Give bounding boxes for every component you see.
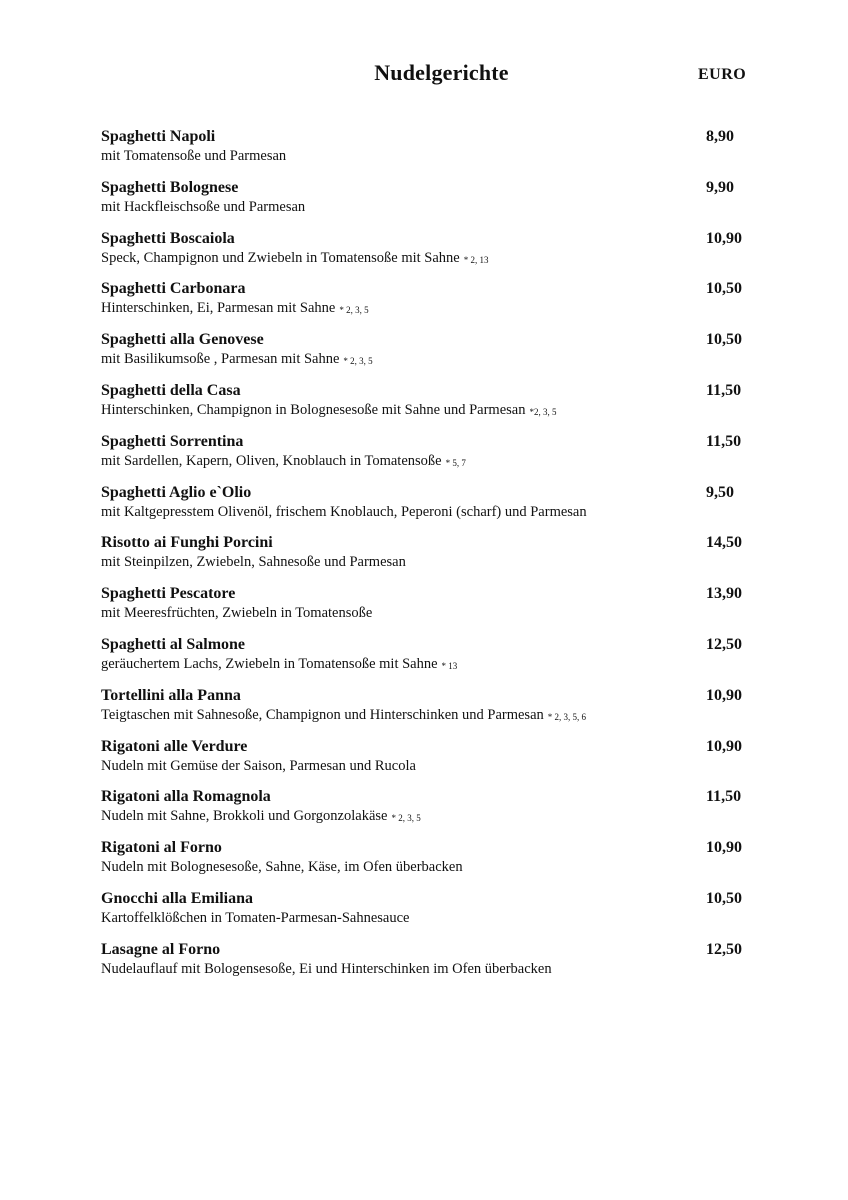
dish-price: 13,90 <box>706 585 742 603</box>
dish-price: 12,50 <box>706 940 742 958</box>
dish-description <box>101 452 466 472</box>
dish-name: Gnocchi alla Emiliana <box>101 889 254 907</box>
dish-description-text: Nudeln mit Bolognesesoße, Sahne, Käse, im Ofen überbacken <box>101 859 463 876</box>
menu-list <box>101 127 751 991</box>
dish-description <box>101 401 556 421</box>
dish-price: 10,50 <box>706 280 742 298</box>
page-title: Nudelgerichte <box>374 60 509 85</box>
dish-price: 11,50 <box>706 381 742 399</box>
dish-name: Spaghetti Carbonara <box>101 280 246 298</box>
dish-description-text: Hinterschinken, Ei, Parmesan mit Sahne <box>101 300 336 317</box>
dish-description <box>101 299 369 319</box>
menu-item <box>101 940 751 991</box>
menu-item <box>101 686 751 737</box>
dish-description-text: Hinterschinken, Champignon in Bolognesesoße mit Sahne und Parmesan <box>101 401 526 418</box>
dish-name: Spaghetti Bolognese <box>101 178 239 196</box>
menu-item <box>101 178 751 229</box>
dish-description-text: geräuchertem Lachs, Zwiebeln in Tomatensoße mit Sahne <box>101 655 438 672</box>
dish-description-text: Nudeln mit Gemüse der Saison, Parmesan und Rucola <box>101 757 416 774</box>
dish-name: Rigatoni al Forno <box>101 839 222 857</box>
dish-price: 9,90 <box>706 178 734 196</box>
dish-description <box>101 503 587 521</box>
dish-description-text: mit Sardellen, Kapern, Oliven, Knoblauch in Tomatensoße <box>101 452 442 469</box>
allergen-note: *2, 3, 5 <box>529 406 557 417</box>
dish-description-text: mit Kaltgepresstem Olivenöl, frischem Knoblauch, Peperoni (scharf) und Parmesan <box>101 503 587 520</box>
dish-name: Spaghetti Napoli <box>101 128 216 145</box>
dish-name: Spaghetti Pescatore <box>101 585 236 603</box>
dish-name: Spaghetti alla Genovese <box>101 331 264 349</box>
menu-item <box>101 737 751 788</box>
dish-name: Spaghetti della Casa <box>101 381 241 399</box>
dish-description <box>101 706 586 726</box>
dish-description-text: mit Tomatensoße und Parmesan <box>101 148 287 164</box>
dish-name: Spaghetti al Salmone <box>101 635 246 653</box>
menu-item <box>101 127 751 178</box>
allergen-note: * 2, 13 <box>463 254 489 265</box>
menu-item <box>101 330 751 381</box>
menu-item <box>101 432 751 483</box>
dish-description-text: Speck, Champignon und Zwiebeln in Tomatensoße mit Sahne <box>101 249 460 266</box>
dish-price: 8,90 <box>706 128 734 145</box>
dish-description <box>101 909 409 927</box>
dish-name: Rigatoni alle Verdure <box>101 737 248 755</box>
allergen-note: * 5, 7 <box>445 457 466 468</box>
menu-item <box>101 229 751 280</box>
allergen-note: * 2, 3, 5 <box>391 813 421 824</box>
dish-description <box>101 858 463 876</box>
dish-description <box>101 350 373 370</box>
dish-name: Risotto ai Funghi Porcini <box>101 534 273 552</box>
dish-description <box>101 249 489 269</box>
dish-description-text: Kartoffelklößchen in Tomaten-Parmesan-Sahnesauce <box>101 909 410 926</box>
dish-description <box>101 604 372 622</box>
menu-item <box>101 889 751 940</box>
dish-description <box>101 655 457 675</box>
dish-name: Spaghetti Sorrentina <box>101 432 244 450</box>
currency-label: EURO <box>698 66 747 83</box>
dish-price: 14,50 <box>706 534 742 552</box>
dish-price: 10,90 <box>706 686 742 704</box>
allergen-note: * 2, 3, 5, 6 <box>547 711 587 722</box>
allergen-note: * 13 <box>441 660 458 671</box>
allergen-note: * 2, 3, 5 <box>343 356 373 367</box>
menu-item <box>101 584 751 635</box>
menu-item <box>101 381 751 432</box>
dish-description-text: mit Hackfleischsoße und Parmesan <box>101 198 306 215</box>
dish-price: 12,50 <box>706 635 742 653</box>
dish-name: Spaghetti Boscaiola <box>101 229 235 247</box>
menu-item <box>101 838 751 889</box>
dish-price: 10,90 <box>706 229 742 247</box>
dish-name: Lasagne al Forno <box>101 940 221 958</box>
menu-item <box>101 787 751 838</box>
menu-item <box>101 635 751 686</box>
dish-description <box>101 807 421 827</box>
dish-description <box>101 198 305 216</box>
dish-price: 10,50 <box>706 331 742 349</box>
dish-price: 11,50 <box>706 432 742 450</box>
menu-item <box>101 279 751 330</box>
dish-price: 11,50 <box>706 788 742 806</box>
dish-name: Spaghetti Aglio e`Olio <box>101 483 252 501</box>
dish-price: 10,50 <box>706 889 742 907</box>
dish-name: Rigatoni alla Romagnola <box>101 788 271 806</box>
dish-description-text: mit Steinpilzen, Zwiebeln, Sahnesoße und Parmesan <box>101 554 406 571</box>
dish-description <box>101 960 552 978</box>
dish-price: 10,90 <box>706 737 742 755</box>
dish-description <box>101 757 416 775</box>
menu-item <box>101 533 751 584</box>
dish-price: 9,50 <box>706 483 734 501</box>
dish-description <box>101 553 406 571</box>
allergen-note: * 2, 3, 5 <box>339 305 369 316</box>
dish-description-text: Teigtaschen mit Sahnesoße, Champignon und Hinterschinken und Parmesan <box>101 706 544 723</box>
dish-description-text: Nudelauflauf mit Bologensesoße, Ei und Hinterschinken im Ofen überbacken <box>101 960 552 977</box>
dish-price: 10,90 <box>706 839 742 857</box>
dish-name: Tortellini alla Panna <box>101 686 241 704</box>
dish-description-text: mit Meeresfrüchten, Zwiebeln in Tomatensoße <box>101 605 373 622</box>
menu-item <box>101 483 751 534</box>
dish-description <box>101 147 286 165</box>
dish-description-text: Nudeln mit Sahne, Brokkoli und Gorgonzolakäse <box>101 808 388 825</box>
dish-description-text: mit Basilikumsoße , Parmesan mit Sahne <box>101 351 340 368</box>
